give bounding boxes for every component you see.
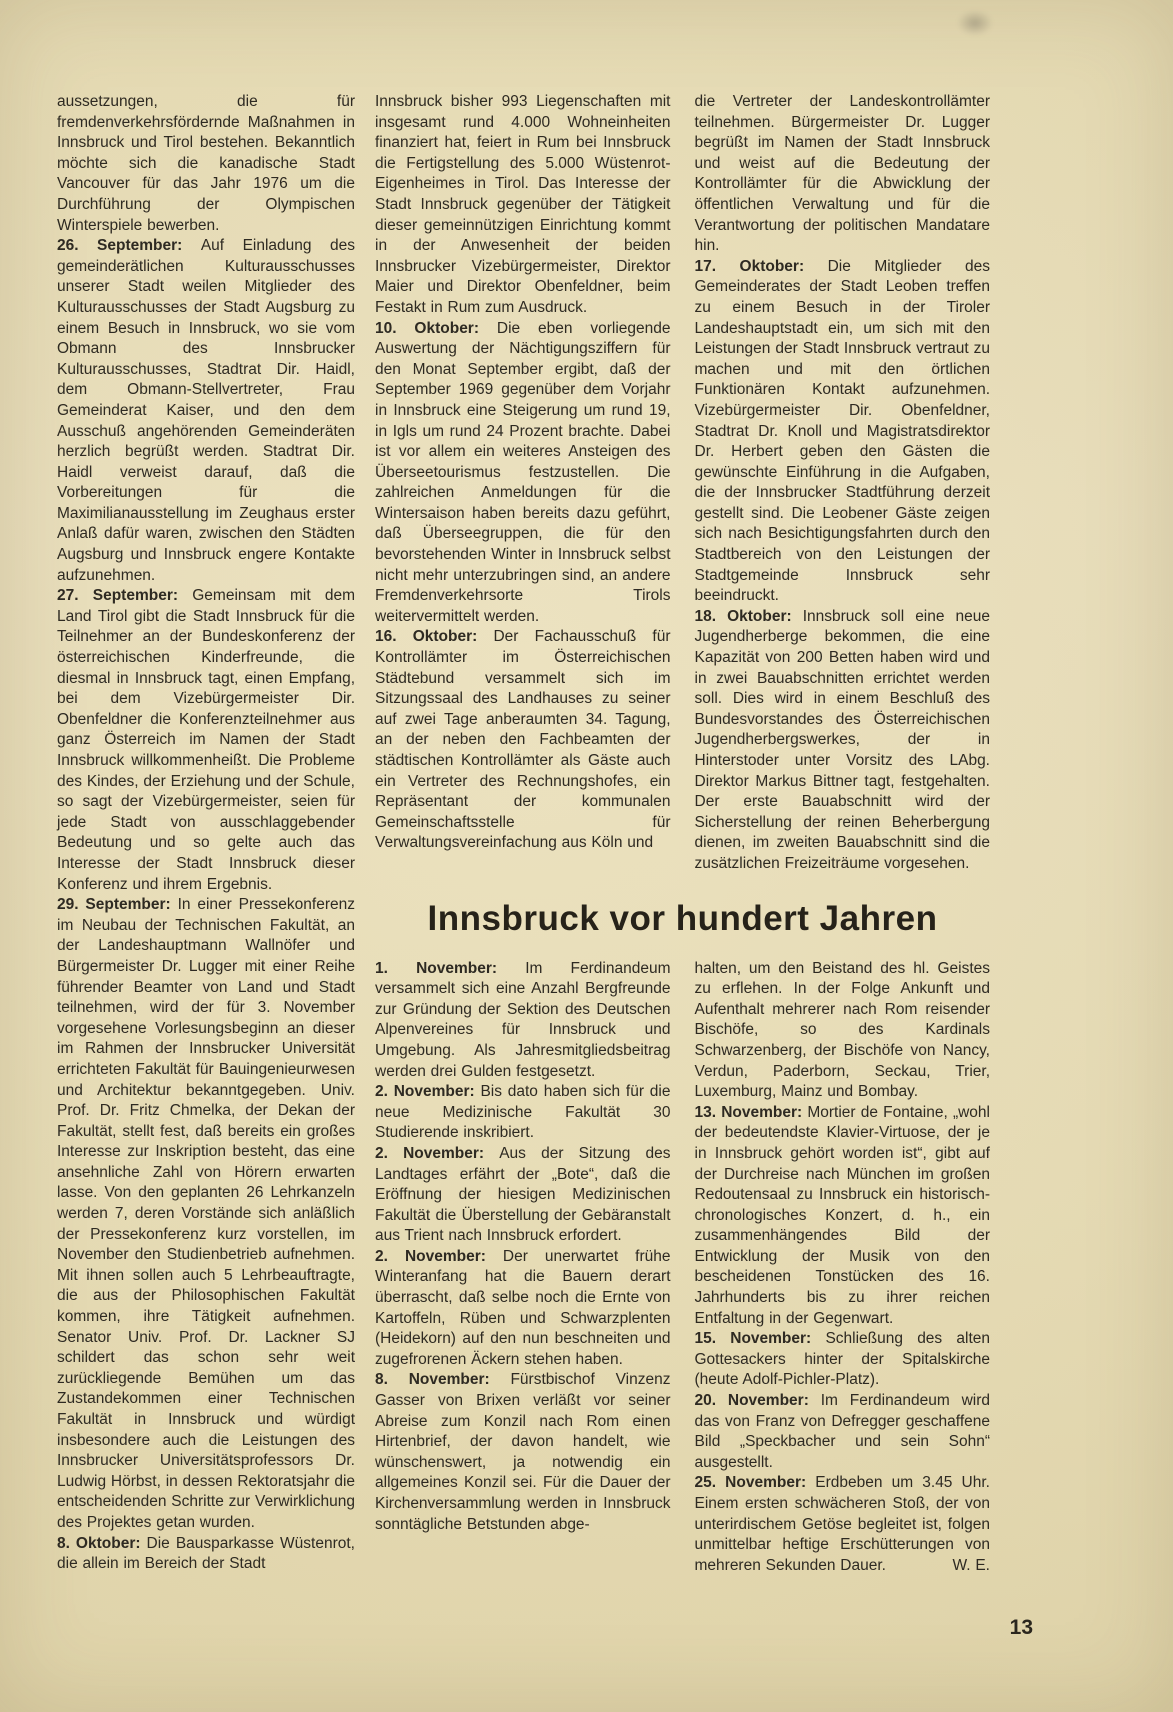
entry-date: 29. September: [57, 896, 178, 914]
scan-smudge [957, 10, 993, 36]
entry-date: 1. November: [375, 959, 526, 977]
entry-date: 13. November: [694, 1103, 808, 1121]
paragraph: 25. November: Erdbeben um 3.45 Uhr. Einem ersten schwächeren Stoß, der von unterirdischem Getöse begleitet ist, folgen unmittelbar heftige Erschütterungen von mehreren Sekunden Dauer. W. E. [695, 1473, 991, 1576]
paragraph: 17. Oktober: Die Mitglieder des Gemeinderates der Stadt Leoben treffen zu einem Besuch in der Tiroler Landeshauptstadt ein, um sich mit den Leistungen der Stadt Innsbruck vertraut zu machen und mit den örtlichen Funktionären Kontakt aufzunehmen. Vizebürgermeister Dir. Obenfeldner, Stadtrat Dr. Knoll und Magistratsdirektor Dr. Herbert geben den Gästen die gewünschte Einführung in die Aufgaben, die der Innsbrucker Stadtführung derzeit gestellt sind. Die Leobener Gäste zeigen sich nach Besichtigungsfahrten durch den Stadtbereich von den Leistungen der Stadtgemeinde Innsbruck sehr beeindruckt. [694, 257, 990, 605]
entry-date: 25. November: [694, 1474, 816, 1492]
paragraph: 26. September: Auf Einladung des gemeinderätlichen Kulturausschusses unserer Stadt weilen Mitglieder des Kulturausschusses der Stadt Augsburg zu einem Besuch in Innsbruck, wo sie vom Obmann des Innsbrucker Kulturausschusses, Stadtrat Dir. Haidl, dem Obmann-Stellvertreter, Frau Gemeinderat Kaiser, und den dem Ausschuß angehörenden Gemeinderäten herzlich begrüßt werden. Stadtrat Dir. Haidl verweist darauf, daß die Vorbereitungen für die Maximilianausstellung im Zeughaus erster Anlaß dafür waren, zwischen den Städten Augsburg und Innsbruck engere Kontakte aufzunehmen. [57, 237, 355, 584]
section-heading: Innsbruck vor hundert Jahren [427, 898, 938, 938]
right-column-top [695, 92, 991, 875]
entry-date: 16. Oktober: [375, 628, 494, 646]
paragraph: 8. Oktober: Die Bausparkasse Wüstenrot, die allein im Bereich der Stadt [57, 1534, 355, 1573]
paragraph: 8. November: Fürstbischof Vinzenz Gasser von Brixen verläßt vor seiner Abreise zum Konzil nach Rom einen Hirtenbrief, der davon handelt, wie wünschenswert, ja notwendig ein allgemeines Konzil sei. Für die Dauer der Kirchenversammlung werden in Innsbruck sonntägliche Betstunden abge- [375, 1371, 671, 1533]
entry-date: 26. September: [57, 237, 201, 255]
upper-section [375, 92, 990, 875]
author-initials: W. E. [952, 1556, 990, 1574]
paragraph: aussetzungen, die für fremdenverkehrsfördernde Maßnahmen in Innsbruck und Tirol bestehen. Bekanntlich möchte sich die kanadische Stadt Vancouver für das Jahr 1976 um die Durchführung der Olympischen Winterspiele bewerben. [57, 93, 355, 234]
paragraph: 16. Oktober: Der Fachausschuß für Kontrollämter im Österreichischen Städtebund versammelt sich im Sitzungssaal des Landhauses zu seiner auf zwei Tage anberaumten 34. Tagung, an der neben den Fachbeamten der städtischen Kontrollämter als Gäste auch ein Vertreter des Rechnungshofes, ein Repräsentant der kommunalen Gemeinschaftsstelle für Verwaltungsvereinfachung aus Köln und [375, 628, 671, 852]
paragraph: 20. November: Im Ferdinandeum wird das von Franz von Defregger geschaffene Bild „Speckbacher und sein Sohn“ ausgestellt. [694, 1392, 990, 1471]
paragraph: 13. November: Mortier de Fontaine, „wohl der bedeutendste Klavier-Virtuose, der je in Innsbruck gehört worden ist“, gibt auf der Durchreise nach München im großen Redoutensaal zu Innsbruck ein historisch-chronologisches Konzert, d. h., ein zusammenhängendes Bild der Entwicklung der Musik von den bescheidenen Tonstücken des 16. Jahrhunderts bis zu ihrer reichen Entfaltung in der Gegenwart. [694, 1103, 990, 1327]
paragraph: 2. November: Der unerwartet frühe Winteranfang hat die Bauern derart überrascht, daß selbe noch die Ernte von Kartoffeln, Rüben und Schwarzplenten (Heidekorn) auf den nun beschneiten und zugefrorenen Äckern stehen haben. [375, 1247, 671, 1368]
entry-date: 2. November: [375, 1247, 503, 1265]
paragraph: 18. Oktober: Innsbruck soll eine neue Jugendherberge bekommen, die eine Kapazität von 200 Betten haben wird und in zwei Bauabschnitten errichtet werden soll. Dies wird in einem Beschluß des Bundesvorstandes des Österreichischen Jugendherbergswerkes, der in Hinterstoder unter Vorsitz des LAbg. Direktor Markus Bittner tagt, festgehalten. Der erste Bauabschnitt wird der Sicherstellung der reinen Beherbergung dienen, im zweiten Bauabschnitt sind die zusätzlichen Freizeiträume vorgesehen. [694, 607, 990, 872]
page-content [57, 92, 990, 1576]
entry-date: 2. November: [375, 1144, 500, 1162]
entry-date: 18. Oktober: [694, 607, 803, 625]
paragraph: Innsbruck bisher 993 Liegenschaften mit insgesamt rund 4.000 Wohneinheiten finanziert hat, feiert in Rum bei Innsbruck die Fertigstellung des 5.000 Wüstenrot-Eigenheimes in Tirol. Das Interesse der Stadt Innsbruck gegenüber der Tätigkeit dieser gemeinnützigen Einrichtung kommt in der Anwesenheit der beiden Innsbrucker Vizebürgermeister, Direktor Maier und Direktor Obenfeldner, beim Festakt in Rum zum Ausdruck. [375, 93, 671, 316]
right-area [375, 92, 990, 1576]
entry-date: 2. November: [375, 1083, 481, 1101]
paragraph: 10. Oktober: Die eben vorliegende Auswertung der Nächtigungsziffern für den Monat September ergibt, daß der September 1969 gegenüber dem Vorjahr in Innsbruck eine Steigerung um rund 19, in Igls um rund 24 Prozent brachte. Dabei ist vor allem ein weiteres Ansteigen des Überseetourismus festzustellen. Die zahlreichen Anmeldungen für die Wintersaison haben bereits dazu geführt, daß Überseegruppen, die für den bevorstehenden Winter in Innsbruck selbst nicht mehr unterzubringen sind, an andere Fremdenverkehrsorte Tirols weitervermittelt werden. [375, 319, 671, 625]
middle-column-bottom [375, 959, 671, 1577]
page-number: 13 [1009, 1616, 1033, 1639]
entry-date: 8. November: [375, 1371, 511, 1389]
paragraph: 2. November: Aus der Sitzung des Landtages erfährt der „Bote“, daß die Eröffnung der hiesigen Medizinischen Fakultät die Überstellung der Gebäranstalt aus Trient nach Innsbruck erfordert. [375, 1144, 671, 1245]
paragraph: die Vertreter der Landeskontrollämter teilnehmen. Bürgermeister Dr. Lugger begrüßt im Namen der Stadt Innsbruck und weist auf die Bedeutung der Kontrollämter für die Abwicklung der öffentlichen Verwaltung und für die Verantwortung der politischen Mandatare hin. [694, 93, 990, 255]
entry-date: 15. November: [694, 1330, 826, 1348]
paragraph: halten, um den Beistand des hl. Geistes zu erflehen. In der Folge Ankunft und Aufenthalt mehrerer nach Rom reisender Bischöfe, so des Kardinals Schwarzenberg, der Bischöfe von Nancy, Verdun, Paderborn, Seckau, Trier, Luxemburg, Mainz und Bombay. [694, 959, 990, 1101]
hundred-years-section [375, 959, 990, 1577]
entry-date: 20. November: [694, 1392, 821, 1410]
right-column-bottom [695, 959, 991, 1577]
middle-column-top [375, 92, 671, 875]
entry-date: 27. September: [57, 587, 193, 605]
entry-date: 17. Oktober: [694, 257, 828, 275]
paragraph: 1. November: Im Ferdinandeum versammelt sich eine Anzahl Bergfreunde zur Gründung der Sektion des Deutschen Alpenvereines für Innsbruck und Umgebung. Als Jahresmitgliedsbeitrag werden drei Gulden festgesetzt. [375, 959, 671, 1080]
paragraph: 2. November: Bis dato haben sich für die neue Medizinische Fakultät 30 Studierende inskribiert. [375, 1083, 671, 1142]
entry-date: 8. Oktober: [57, 1534, 147, 1552]
paragraph: 15. November: Schließung des alten Gottesackers hinter der Spitalskirche (heute Adolf-Pichler-Platz). [694, 1330, 990, 1389]
paragraph: 27. September: Gemeinsam mit dem Land Tirol gibt die Stadt Innsbruck für die Teilnehmer an der Bundeskonferenz der österreichischen Kinderfreunde, die diesmal in Innsbruck tagt, einen Empfang, bei dem Vizebürgermeister Dir. Obenfeldner die Konferenzteilnehmer aus ganz Österreich im Namen der Stadt Innsbruck willkommenheißt. Die Probleme des Kindes, der Erziehung und der Schule, so sagt der Vizebürgermeister, seien für jede Stadt von ausschlaggebender Bedeutung und so gelte auch das Interesse der Stadt Innsbruck dieser Konferenz und ihrem Ergebnis. [57, 587, 356, 893]
entry-date: 10. Oktober: [375, 319, 497, 337]
left-column [57, 92, 355, 1576]
paragraph: 29. September: In einer Pressekonferenz im Neubau der Technischen Fakultät, an der Landeshauptmann Wallnöfer und Bürgermeister Dr. Lugger mit einer Reihe führender Beamter von Land und Stadt teilnehmen, wird der für 3. November vorgesehene Vorlesungsbeginn an dieser im Rahmen der Innsbrucker Universität errichteten Fakultät für Bauingenieurwesen und Architektur bekanntgegeben. Univ. Prof. Dr. Fritz Chmelka, der Dekan der Fakultät, stellt fest, daß bereits ein großes Interesse zur Inskription besteht, das eine ansehnliche Zahl von Hörern erwarten lasse. Von den geplanten 26 Lehrkanzeln werden 7, deren Vorstände sich anläßlich der Pressekonferenz kurz vorstellen, im November den Studienbetrieb aufnehmen. Mit ihnen sollen auch 5 Lehrbeauftragte, die aus der Philosophischen Fakultät kommen, ihre Tätigkeit aufnehmen. Senator Univ. Prof. Dr. Lackner SJ schildert das schon sehr weit zurückliegende Bemühen um das Zustandekommen einer Technischen Fakultät in Innsbruck und würdigt insbesondere auch die Leistungen des Innsbrucker Universitätsprofessors Dr. Ludwig Hörbst, in dessen Rektoratsjahr die entscheidenden Schritte zur Verwirklichung des Projektes getan wurden. [57, 896, 356, 1531]
